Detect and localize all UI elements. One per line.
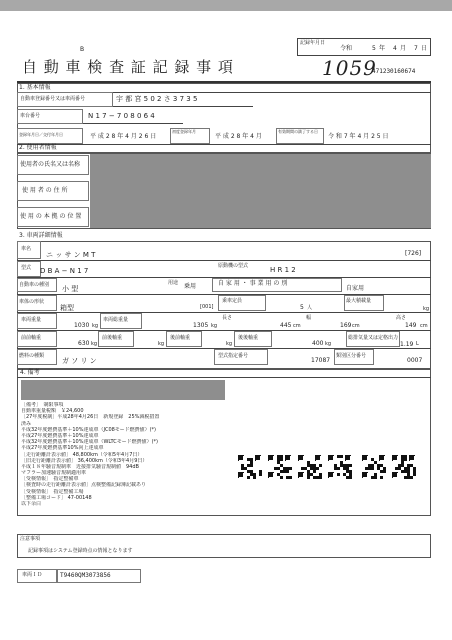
height-unit: cm (420, 323, 428, 329)
weight-value: 1030 (74, 322, 90, 329)
section4-heading: 4. 備考 (20, 369, 40, 376)
remark-line: 平成１８年騒音規制車 近接排気騒音規制値 94dB (21, 463, 139, 470)
type-designation-label: 型式指定番号 (218, 353, 249, 359)
record-date-day: 7 (414, 45, 418, 52)
remark-line: ［検査時の走行距離計表示値］点検整備記録簿記載あり (21, 482, 147, 489)
chassis-label: 車台番号 (20, 113, 41, 119)
notes-box (17, 534, 431, 558)
section1-heading: 1. 基本情報 (19, 84, 51, 91)
maker-value: ニ ッ サ ン M T (46, 251, 96, 259)
business-label: 自 家 用 ・ 事 業 用 の 別 (218, 280, 288, 287)
top-band (0, 0, 452, 11)
kind-label: 自動車の種別 (19, 282, 50, 288)
width-unit: cm (352, 323, 360, 329)
first-year-value: 平 成 2 8 年 4 月 (215, 133, 262, 140)
rr-label: 後後軸重 (238, 335, 259, 341)
width-label: 幅 (306, 315, 312, 321)
notes-text: 記録事項はシステム登録時点の情報となります (28, 548, 133, 554)
length-unit: cm (293, 323, 301, 329)
disp-value: 1.19 (400, 341, 414, 348)
capacity-unit: 人 (307, 305, 313, 311)
record-date-year-unit: 年 (379, 45, 386, 52)
ff-unit: kg (91, 341, 98, 347)
qr-code-icon (362, 455, 386, 479)
section2-heading: 2. 使用者情報 (19, 144, 57, 151)
expiry-label: 有効期間の満了する日 (278, 129, 318, 134)
divider (17, 312, 431, 313)
qr-code-icon (268, 455, 292, 479)
record-date-year: 5 (372, 45, 376, 52)
rr-value: 400 (312, 340, 324, 347)
record-date-label: 記録年月日 (300, 40, 326, 46)
notes-heading: 注意事項 (20, 536, 41, 542)
gross-unit: kg (211, 323, 218, 329)
fr-label: 前後軸重 (102, 335, 123, 341)
doc-code: 471230160674 (372, 68, 416, 75)
rf-label: 後前軸重 (170, 335, 191, 341)
remark-line: ［27年度税制］平成28年4月26日 新規登録 25%減税措置 (21, 414, 160, 421)
length-value: 445 (280, 322, 292, 329)
max-load-label: 最大積載量 (346, 298, 372, 304)
weight-unit: kg (92, 323, 99, 329)
body-label: 車体の形状 (19, 299, 45, 305)
gross-label: 車両総重量 (103, 317, 129, 323)
remark-line: ［受検情報］ 指定整備車 (21, 476, 79, 483)
reg-number-label: 自動車登録番号又は車両番号 (20, 96, 86, 102)
capacity-value: 5 (300, 304, 304, 311)
expiry-value: 令 和 7 年 4 月 2 5 日 (328, 133, 389, 140)
divider (17, 377, 431, 378)
record-date-day-unit: 日 (421, 45, 428, 52)
model-value: D B A − N 1 7 (40, 267, 89, 275)
rr-unit: kg (325, 341, 332, 347)
kind-value: 小 型 (62, 285, 79, 293)
maker-label: 車名 (21, 246, 32, 252)
remark-line: 平成27年度燃費基準＋10%達成車 (21, 432, 99, 439)
qr-code-icon (328, 455, 352, 479)
qr-code-icon (238, 455, 262, 479)
qr-code-icon (298, 455, 322, 479)
handwritten-number: 1059 (322, 56, 377, 80)
chassis-number: N 1 7 − 7 0 8 0 6 4 (88, 112, 155, 120)
mark-b: B (80, 46, 85, 53)
type-designation-value: 17087 (311, 357, 331, 364)
height-label: 高さ (396, 315, 407, 321)
remark-line: ［備考］ 制限事項 (21, 402, 64, 408)
first-reg-label: 登録年月日／交付年月日 (19, 132, 63, 137)
qr-code-icon (392, 455, 416, 479)
divider (83, 123, 183, 124)
reg-number: 宇 都 宮 5 0 2 さ 3 7 3 5 (116, 95, 198, 103)
remark-line: 平成27年度燃費基準10%向上達成車 (21, 445, 104, 452)
record-date-era: 令和 (340, 45, 353, 52)
remarks-list (21, 402, 231, 507)
category-value: 0007 (407, 357, 423, 364)
ff-label: 前前軸重 (21, 335, 42, 341)
use-value: 乗用 (184, 283, 197, 290)
remark-line: ［走行距離計表示値］ 48,800km（令和5年4月7日） (21, 451, 143, 458)
remark-line: 平成32年度燃費基準＋10%達成車（JC08モード燃費値）(*) (21, 426, 157, 433)
first-year-label: 初度登録年月 (172, 129, 196, 134)
maker-code: [726] (405, 250, 422, 257)
remark-line: ［旧走行距離計表示値］ 36,400km（令和3年4月9日） (21, 457, 148, 464)
width-value: 169 (340, 322, 352, 329)
record-date-month: 4 (393, 45, 397, 52)
user-base-label: 使 用 の 本 拠 の 位 置 (20, 213, 82, 220)
capacity-label: 乗車定員 (222, 298, 243, 304)
remark-line: 自動車重量税額 ￥24,600 (21, 408, 84, 415)
body-code: [001] (200, 304, 214, 310)
fuel-value: ガ ソ リ ン (62, 357, 97, 365)
record-date-month-unit: 月 (400, 45, 407, 52)
page-title: 自 動 車 検 査 証 記 録 事 項 (22, 58, 234, 76)
disp-label: 総排気量又は定格出力 (348, 335, 399, 341)
user-address-label: 使 用 者 の 住 所 (22, 187, 68, 194)
body-value: 箱型 (60, 304, 74, 312)
gross-value: 1305 (193, 322, 209, 329)
redacted-user-block (90, 154, 431, 228)
redacted-remarks-block (21, 380, 225, 400)
remark-line: ［受検情報］ 指定整備工場 (21, 488, 84, 495)
fr-unit: kg (158, 341, 165, 347)
height-value: 149 (405, 322, 417, 329)
divider (17, 260, 431, 261)
weight-label: 車両重量 (21, 317, 42, 323)
business-value: 自家用 (346, 285, 365, 292)
section3-heading: 3. 車両詳細情報 (19, 232, 63, 239)
rf-unit: kg (226, 341, 233, 347)
user-name-label: 使用者の氏名又は名称 (20, 161, 81, 168)
remark-line: 平成32年度燃費基準＋10%達成車（WLTCモード燃費値）(*) (21, 439, 158, 446)
max-load-unit: kg (423, 306, 430, 312)
length-label: 長さ (222, 315, 233, 321)
use-label: 用途 (168, 280, 179, 286)
engine-model-value: H R 1 2 (270, 266, 296, 274)
first-reg-value: 平 成 2 8 年 4 月 2 6 日 (90, 133, 157, 140)
fuel-label: 燃料の種類 (19, 353, 45, 359)
vehicle-id-label: 車両ＩＤ (22, 572, 43, 578)
ff-value: 630 (78, 340, 90, 347)
category-label: 類別区分番号 (336, 353, 367, 359)
remark-line: マフラー加速騒音規制適用車 (21, 470, 87, 477)
vehicle-id-value: T9460QM3073856 (60, 572, 111, 579)
remark-line: 済み (21, 420, 32, 427)
divider (113, 106, 253, 107)
model-label: 型式 (21, 265, 32, 271)
divider (17, 144, 431, 145)
remark-line: ［整備工場コード］ 47-00148 (21, 494, 92, 501)
remark-line: 以下余白 (21, 501, 42, 507)
disp-unit: L (416, 341, 419, 347)
engine-model-label: 原動機の型式 (218, 263, 249, 269)
